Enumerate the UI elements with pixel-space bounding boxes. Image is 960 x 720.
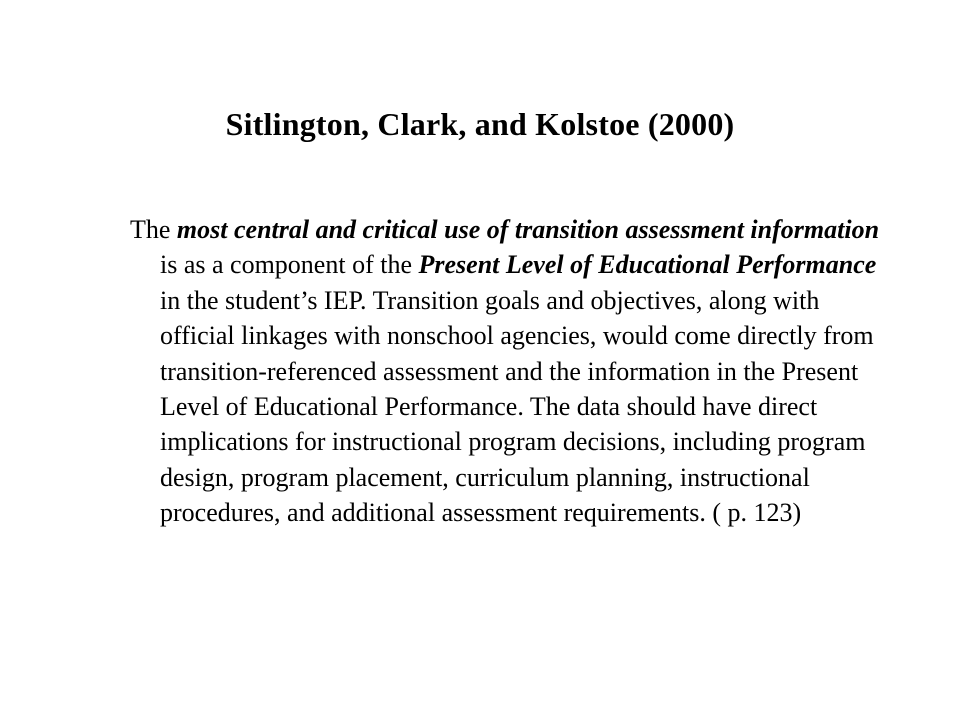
slide-title: Sitlington, Clark, and Kolstoe (2000) [225, 106, 735, 142]
quote-middle: is as a component of the [160, 250, 419, 280]
quote-paragraph [130, 212, 880, 531]
quote-lead: The [130, 215, 177, 244]
quote-emphasis-central-use: most central and critical use of transition assessment information [176, 215, 880, 244]
quote-rest: in the student’s IEP. Transition goals and objectives, along with official linkages with nonschool agencies, would come directly from transition-referenced assessment and the information in the Present Level of Educational Performance. The data should have direct implications for instructional program decisions, including program design, program placement, curriculum planning, instructional procedures, and additional assessment requirements. ( p. 123) [160, 285, 874, 528]
quote-emphasis-plep: Present Level of Educational Performance [418, 250, 877, 280]
